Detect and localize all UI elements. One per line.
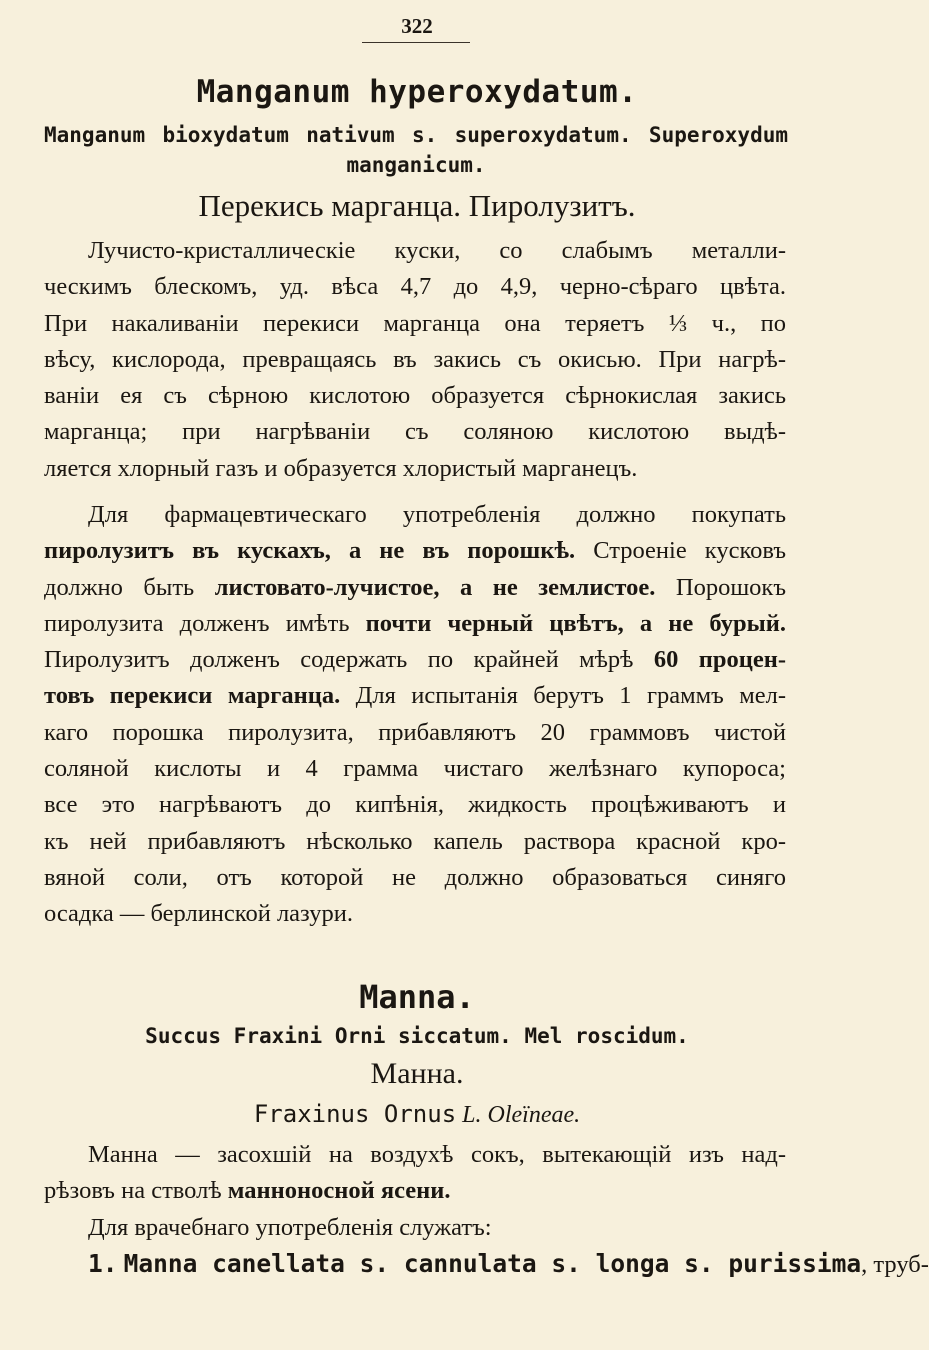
section-title-russian: Перекись марганца. Пиролузитъ. [198, 188, 636, 223]
text-line: соляной кислоты и 4 грамма чистаго желѣзнаго купороса; [44, 755, 786, 783]
text-line: осадка — берлинской лазури. [44, 900, 353, 928]
text-line: ческимъ блескомъ, уд. вѣса 4,7 до 4,9, черно-сѣраго цвѣта. [44, 273, 786, 301]
list-item: 1. Manna canellata s. cannulata s. longa s. purissima, труб- [88, 1248, 929, 1278]
source-plant-line [0, 1100, 834, 1129]
bold-phrase: манноносной ясени. [227, 1177, 451, 1205]
plant-author: L. [462, 1102, 482, 1128]
text-line: ляется хлорный газъ и образуется хлористый марганецъ. [44, 454, 638, 482]
manna-definition [44, 1137, 929, 1282]
item-number: 1. [88, 1248, 118, 1278]
text-line: марганца; при нагрѣванiи съ соляною кислотою выдѣ- [44, 418, 786, 446]
uses-intro: Для врачебнаго употребленiя служатъ: [88, 1213, 492, 1241]
text-line: каго порошка пиролузита, прибавляютъ 20 граммовъ чистой [44, 718, 786, 746]
text-line: пиролузита долженъ имѣть почти черный цвѣтъ, а не бурый. [44, 609, 786, 637]
bold-phrase: товъ перекиси марганца. [44, 682, 341, 710]
text-line: все это нагрѣваютъ до кипѣнiя, жидкость процѣживаютъ и [44, 791, 786, 819]
section-synonyms-latin: Manganum bioxydatum nativum s. superoxydatum. Superoxydum manganicum. [44, 123, 788, 177]
text-line: Манна — засохшiй на воздухѣ сокъ, вытекающiй изъ над- [88, 1141, 786, 1168]
text-line: пиролузитъ въ кускахъ, а не въ порошкѣ. Строенiе кусковъ [44, 537, 786, 565]
manna-synonyms-latin: Succus Fraxini Orni siccatum. Mel roscidum. [145, 1024, 689, 1048]
text-line: ванiи ея съ сѣрною кислотою образуется сѣрнокислая закись [44, 382, 786, 410]
bold-phrase: почти черный цвѣтъ, а не бурый. [365, 609, 786, 637]
section-title-latin: Manganum hyperoxydatum. [196, 74, 638, 110]
description-paragraph [44, 233, 786, 487]
text-line: рѣзовъ на стволѣ манноносной ясени. [44, 1177, 451, 1205]
text-line: къ ней прибавляютъ нѣсколько капель раствора красной кро- [44, 827, 786, 855]
pharmacy-paragraph [44, 497, 786, 933]
text-line: товъ перекиси марганца. Для испытанiя берутъ 1 граммъ мел- [44, 682, 786, 710]
text-line: Для фармацевтическаго употребленiя должно покупать [88, 501, 786, 528]
plant-family: Oleïneae. [487, 1102, 581, 1128]
page-number: 322 [401, 14, 433, 38]
bold-phrase: пиролузитъ въ кускахъ, а не въ порошкѣ. [44, 537, 576, 565]
text-line: При накаливанiи перекиси марганца она теряетъ ⅓ ч., по [44, 309, 786, 337]
manna-title-russian: Манна. [370, 1057, 464, 1090]
plant-name: Fraxinus Ornus [253, 1100, 457, 1128]
manna-title-latin: Manna. [359, 978, 475, 1016]
bold-phrase: 60 процен- [653, 646, 786, 674]
bold-phrase: листовато-лучистое, а не землистое. [214, 573, 656, 601]
text-line: вяной соли, отъ которой не должно образоваться синяго [44, 863, 786, 891]
text-line: Пиролузитъ долженъ содержать по крайней мѣрѣ 60 процен- [44, 646, 786, 674]
text-line: Лучисто-кристаллическiе куски, со слабымъ металли- [88, 237, 786, 264]
item-latin-name: Manna canellata s. cannulata s. longa s. purissima [123, 1248, 862, 1278]
header-rule [362, 42, 470, 43]
text-line: должно быть листовато-лучистое, а не землистое. Порошокъ [44, 573, 787, 601]
text-line: вѣсу, кислорода, превращаясь въ закись съ окисью. При нагрѣ- [44, 345, 786, 373]
